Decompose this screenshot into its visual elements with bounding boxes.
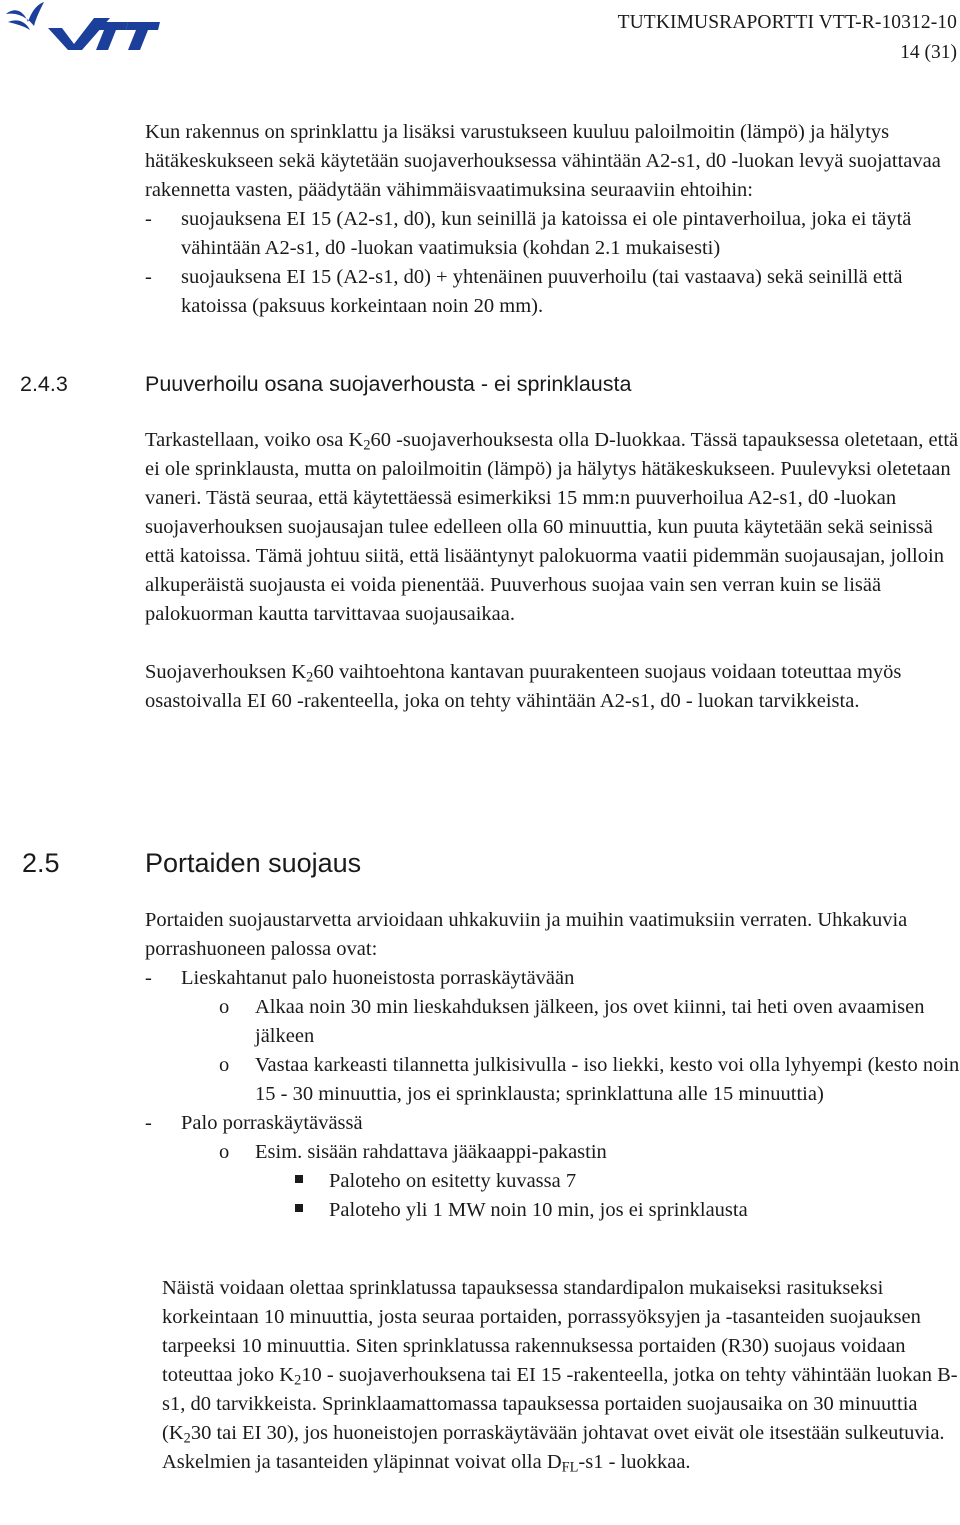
paragraph [145,426,960,629]
conclusion-block [162,1274,958,1477]
subscript: 2 [183,1430,191,1447]
text-run: 10 - suojaverhouksena tai EI 15 -rakenteella, jotka on tehty vähintään luokan B-s1, d0 tarvikkeista. Sprinklaamattomassa tapauksessa portaiden suojausaika on 30 minuuttia (K [162,1364,958,1444]
report-id: TUTKIMUSRAPORTTI VTT-R-10312-10 [617,12,957,33]
list-item: o Esim. sisään rahdattava jääkaappi-pakastin [219,1138,960,1167]
list-item: Paloteho on esitetty kuvassa 7 [293,1167,960,1196]
list-item-label: Lieskahtanut palo huoneistosta porraskäytävään [181,967,575,989]
section-title: Portaiden suojaus [145,848,362,878]
intro-conditions-list [145,205,960,321]
text-run: 60 -suojaverhouksesta olla D-luokkaa. Tässä tapauksessa oletetaan, että ei ole sprinklausta, mutta on paloilmoitin (lämpö) ja hälytys hätäkeskukseen. Puulevyksi oletetaan vaneri. Tästä seuraa, että käytettäessä esimerkiksi 15 mm:n puuverhoilua A2-s1, d0 -luokan suojaverhouksen suojausajan tulee edelleen olla 60 minuuttia, kun puuta käytetään sekä seinissä että katoissa. Tämä johtuu siitä, että lisääntynyt palokuorma vaatii pidemmän suojausajan, jolloin alkuperäistä suojausta ei voida pienentää. Puuverhous suojaa vain sen verran kuin se lisää palokuorman kautta tarvittavaa suojausaikaa. [145,429,959,625]
text-run: 60 vaihtoehtona kantavan puurakenteen suojaus voidaan toteuttaa myös osastoivalla EI 60 -rakenteella, joka on tehty vähintään A2-s1, d0 - luokan tarvikkeista. [145,661,902,712]
list-item: o Vastaa karkeasti tilannetta julkisivulla - iso liekki, kesto voi olla lyhyempi (kesto noin 15 - 30 minuuttia, jos ei sprinklausta; sprinklattuna alle 15 minuuttia) [219,1051,960,1109]
page-header [618,8,957,68]
section-title: Puuverhoilu osana suojaverhousta - ei sprinklausta [145,372,632,396]
section-2-4-3-body [145,426,960,716]
paragraph [145,658,960,716]
subscript: FL [561,1459,579,1476]
intro-paragraph: Kun rakennus on sprinklattu ja lisäksi varustukseen kuuluu paloilmoitin (lämpö) ja hälytys hätäkeskukseen sekä käytetään suojaverhouksessa vähintään A2-s1, d0 -luokan levyä suojattavaa rakennetta vasten, päädytään vähimmäisvaatimuksina seuraaviin ehtoihin: [145,121,941,201]
threat-list [145,964,960,993]
text-run: -s1 - luokkaa. [578,1451,691,1473]
list-item: o Alkaa noin 30 min lieskahduksen jälkeen, jos ovet kiinni, tai heti oven avaamisen jälkeen [219,993,960,1051]
text-run: 30 tai EI 30), jos huoneistojen porraskäytävään johtavat ovet eivät ole itsestään sulkeutuvia. Askelmien ja tasanteiden yläpinnat voivat olla D [162,1422,945,1473]
threat2-sublist [145,1138,960,1167]
vtt-logo-mark [4,0,164,56]
section-number: 2.4.3 [20,372,68,396]
threat1-sublist [145,993,960,1109]
text-run: Suojaverhouksen K [145,661,307,683]
section-number: 2.5 [22,848,60,878]
page-number: 14 (31) [900,42,957,63]
text-run: Tarkastellaan, voiko osa K [145,429,364,451]
list-item: - suojauksena EI 15 (A2-s1, d0) + yhtenäinen puuverhoilu (tai vastaava) sekä seinillä että katoissa (paksuus korkeintaan noin 20 mm). [145,263,960,321]
paragraph [162,1274,958,1477]
subscript: 2 [294,1372,302,1389]
subscript: 2 [306,669,314,686]
list-item: - Palo porraskäytävässä [145,1109,960,1138]
section-2-5-body [145,906,960,1225]
subscript: 2 [363,437,371,454]
list-item [145,964,960,993]
list-item: - suojauksena EI 15 (A2-s1, d0), kun seinillä ja katoissa ei ole pintaverhoilua, joka ei täytä vähintään A2-s1, d0 -luokan vaatimuksia (kohdan 2.1 mukaisesti) [145,205,960,263]
threat2-subsublist [145,1167,960,1225]
threat-list-2 [145,1109,960,1138]
document-body [145,118,960,321]
paragraph: Portaiden suojaustarvetta arvioidaan uhkakuviin ja muihin vaatimuksiin verraten. Uhkakuvia porrashuoneen palossa ovat: [145,909,908,960]
text-run: Näistä voidaan olettaa sprinklatussa tapauksessa standardipalon mukaiseksi rasitukseksi korkeintaan 10 minuuttia, josta seuraa portaiden, porrassyöksyjen ja -tasanteiden suojauksen tarpeeksi 10 minuuttia. Siten sprinklatussa rakennuksessa portaiden (R30) suojaus voidaan toteuttaa joko K [162,1277,921,1386]
vtt-logo [4,0,164,56]
list-item: Paloteho yli 1 MW noin 10 min, jos ei sprinklausta [293,1196,960,1225]
